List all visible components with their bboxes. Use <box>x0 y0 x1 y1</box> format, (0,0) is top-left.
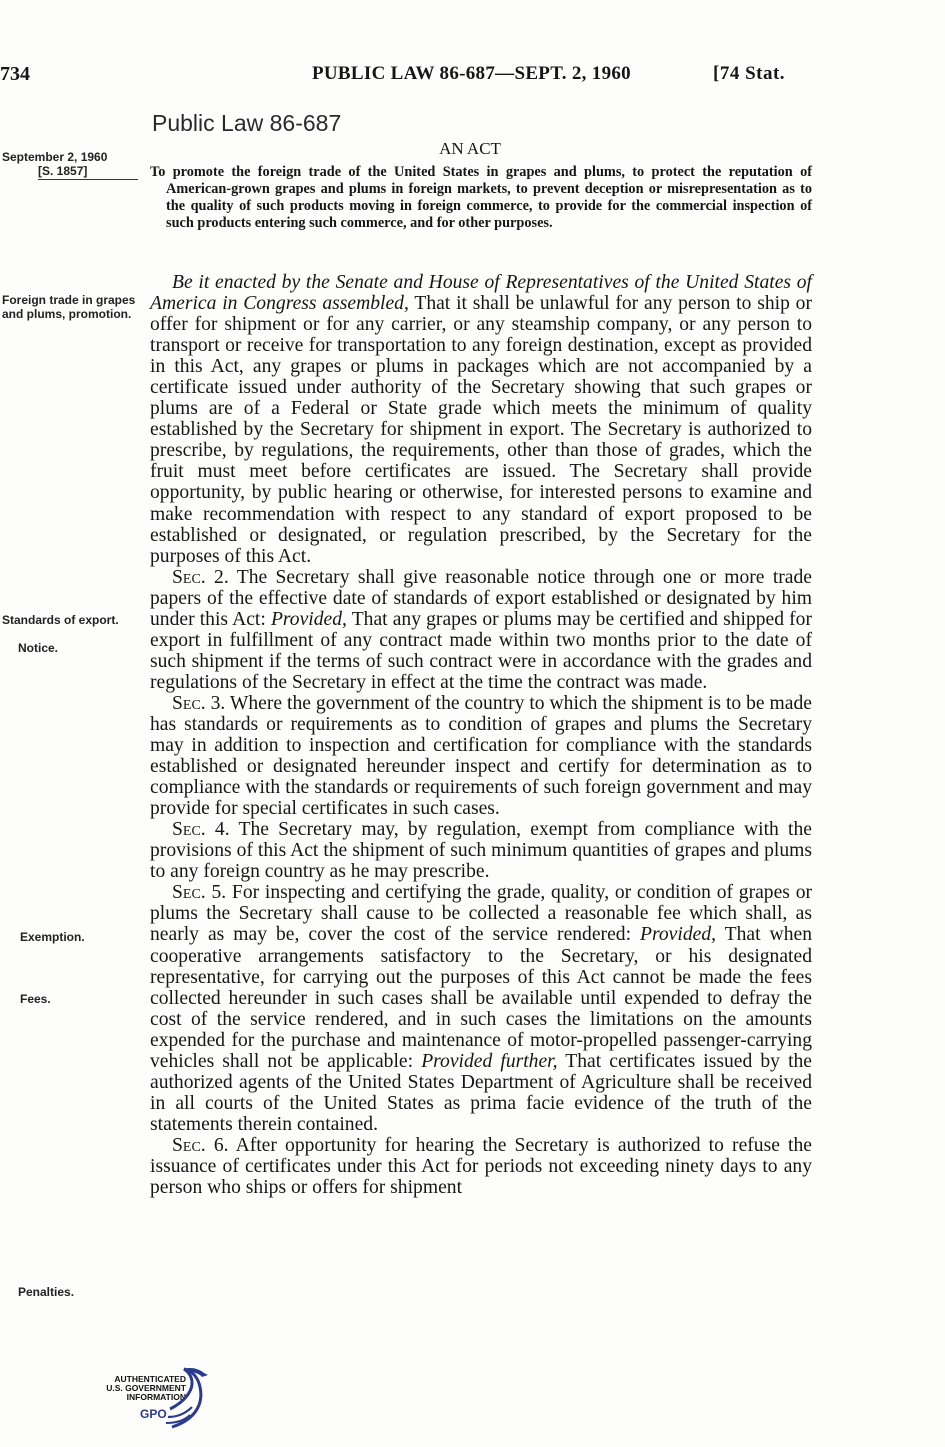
section-4-label: Sec. 4. <box>172 819 230 841</box>
eagle-icon <box>164 1365 214 1435</box>
proviso-further: Provided further, <box>421 1050 558 1072</box>
section-2 <box>150 567 812 693</box>
section-4-text: The Secretary may, by regulation, exempt from compliance with the provisions of this Act the shipment of such minimum quantities of grapes and plums to any foreign country as he may prescribe. <box>150 819 812 883</box>
section-5-text-end: That certificates issued by the authorized agents of the United States Department of Agriculture shall be received in all courts of the United States as prima facie evidence of the truth of the statements therein contained. <box>150 1050 813 1135</box>
margin-note-date <box>2 150 142 180</box>
seal-line-3: INFORMATION <box>126 1392 186 1402</box>
gpo-authentication-seal <box>76 1365 216 1437</box>
act-purpose: To promote the foreign trade of the United States in grapes and plums, to protect the reputation of American-grown grapes and plums in foreign markets, to prevent deception or misrepresentation as to the quality of such products moving in foreign commerce, to provide for the commercial inspection of such products entering such commerce, and for other purposes. <box>150 164 812 231</box>
running-head: PUBLIC LAW 86-687—SEPT. 2, 1960 <box>312 63 631 84</box>
section-2-text-cont: That any grapes or plums may be certified and shipped for export in fulfillment of any contract made within two months prior to the date of such shipment if the terms of such contract were in accordance with the grades and regulations of the Secretary in effect at the time the contract was made. <box>150 608 812 693</box>
section-6 <box>150 1135 812 1198</box>
section-6-label: Sec. 6. <box>172 1134 229 1156</box>
margin-note-penalties: Penalties. <box>18 1285 75 1299</box>
margin-note-exemption: Exemption. <box>20 930 85 944</box>
section-1 <box>150 272 812 567</box>
seal-line-1: AUTHENTICATED <box>114 1374 186 1384</box>
proviso: Provided, <box>270 608 347 630</box>
margin-note-notice: Notice. <box>18 641 59 655</box>
section-5-label: Sec. 5. <box>172 882 227 904</box>
statute-reference: [74 Stat. <box>713 63 786 84</box>
margin-note-fees: Fees. <box>20 992 51 1006</box>
section-2-text: The Secretary shall give reasonable notice through one or more trade papers of the effective date of standards of export established or designated by him under this Act: <box>150 566 812 630</box>
gpo-mark: GPO <box>140 1407 167 1421</box>
act-body <box>150 272 812 1198</box>
bill-number: [S. 1857] <box>38 164 138 180</box>
section-3-text: Where the government of the country to which the shipment is to be made has standards or requirements as to condition of grapes and plums the Secretary may in addition to inspection and certification for compliance with the standards established or designated hereunder inspect and certify for determination as to compliance with the standards or requirements of such foreign government and may provide for special certificates in such cases. <box>150 692 812 820</box>
enacting-clause: Be it enacted by the Senate and House of Representatives of the United States of America in Congress assembled, <box>150 272 812 315</box>
act-heading: AN ACT <box>439 139 501 158</box>
margin-note-standards: Standards of export. <box>2 613 119 627</box>
section-2-label: Sec. 2. <box>172 566 229 588</box>
law-title: Public Law 86-687 <box>152 110 342 136</box>
proviso: Provided, <box>640 924 717 946</box>
section-3-label: Sec. 3. <box>172 692 226 714</box>
page-number: 734 <box>0 63 30 85</box>
seal-line-2: U.S. GOVERNMENT <box>106 1383 186 1393</box>
section-3 <box>150 693 812 819</box>
approval-date: September 2, 1960 <box>2 150 108 164</box>
section-1-text: That it shall be unlawful for any person to ship or offer for shipment or for any carrier, or any steamship company, or any person to transport or receive for transportation to any foreign destination, except as provided in this Act, any grapes or plums in packages which are not accompanied by a certificate issued under authority of the Secretary showing that such grapes or plums are of a Federal or State grade which meets the minimum of quality established by the Secretary for shipment in export. The Secretary is authorized to prescribe, by regulations, the requirements, other than those of grades, which the fruit must meet before certificates are issued. The Secretary shall provide opportunity, by public hearing or otherwise, for interested persons to examine and make recommendation with respect to any standard of export proposed to be established or designated, or regulation prescribed, by the Secretary for the purposes of this Act. <box>150 293 812 567</box>
section-5 <box>150 882 812 1135</box>
section-5-text: For inspecting and certifying the grade, quality, or condition of grapes or plums the Secretary shall cause to be collected a reasonable fee which shall, as nearly as may be, cover the cost of the service rendered: <box>150 882 813 946</box>
section-5-text-cont: That when cooperative arrangements satisfactory to the Secretary, or his designated representative, for carrying out the purposes of this Act cannot be made the fees collected hereunder in such cases shall be available until expended to defray the cost of the service rendered, and in such cases the limitations on the amounts expended for the purchase and maintenance of motor-propelled passenger-carrying vehicles shall not be applicable: <box>150 924 812 1072</box>
margin-note-foreign-trade: Foreign trade in grapes and plums, promotion. <box>2 293 136 321</box>
section-6-text: After opportunity for hearing the Secretary is authorized to refuse the issuance of certificates under this Act for periods not exceeding ninety days to any person who ships or offers for shipment <box>150 1134 812 1199</box>
section-4 <box>150 819 812 882</box>
